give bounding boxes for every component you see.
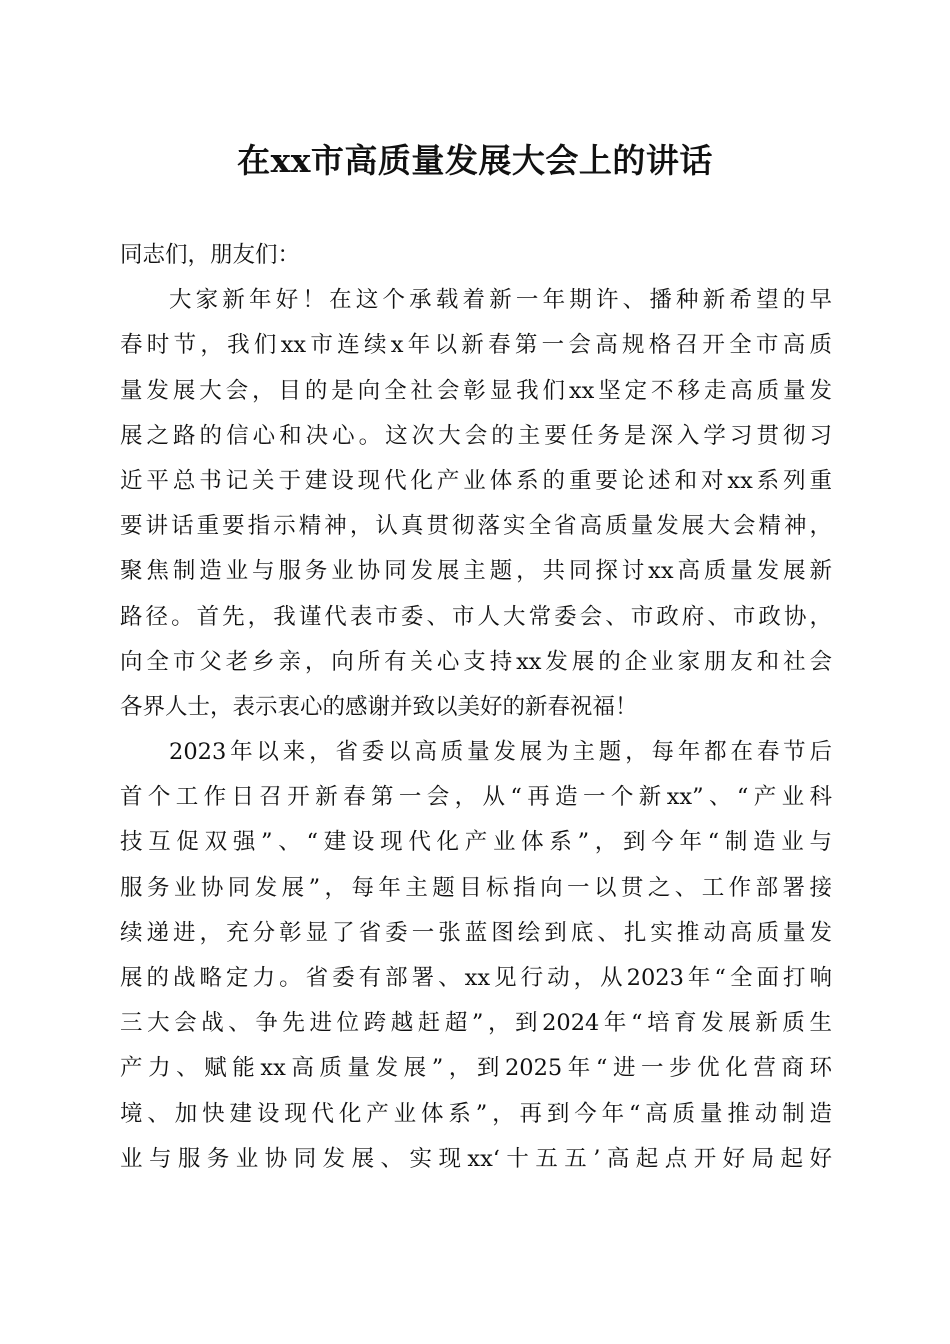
paragraph-line: 续递进，充分彰显了省委一张蓝图绘到底、扎实推动高质量发 <box>120 919 832 946</box>
paragraph-line: 春时节，我们xx市连续x年以新春第一会高规格召开全市高质 <box>120 332 832 359</box>
paragraph-line: 服务业协同发展”，每年主题目标指向一以贯之、工作部署接 <box>120 874 832 901</box>
paragraph-line: 要讲话重要指示精神，认真贯彻落实全省高质量发展大会精神， <box>120 513 832 540</box>
paragraph-line: 量发展大会，目的是向全社会彰显我们xx坚定不移走高质量发 <box>120 377 832 404</box>
paragraph-line: 各界人士，表示衷心的感谢并致以美好的新春祝福！ <box>120 693 638 720</box>
paragraph-line: 三大会战、争先进位跨越赶超”，到2024年“培育发展新质生 <box>120 1010 832 1037</box>
paragraph-line: 向全市父老乡亲，向所有关心支持xx发展的企业家朋友和社会 <box>120 648 832 675</box>
paragraph-line: 首个工作日召开新春第一会，从“再造一个新xx”、“产业科 <box>120 784 832 811</box>
paragraph-line: 近平总书记关于建设现代化产业体系的重要论述和对xx系列重 <box>120 467 832 494</box>
greeting: 同志们，朋友们： <box>120 242 301 268</box>
paragraph-line: 大家新年好！在这个承载着新一年期许、播种新希望的早 <box>169 287 832 314</box>
document-title: 在xx市高质量发展大会上的讲话 <box>237 141 713 180</box>
paragraph-line: 业与服务业协同发展、实现xx‘十五五’高起点开好局起好 <box>120 1145 832 1172</box>
paragraph-line: 展的战略定力。省委有部署、xx见行动，从2023年“全面打响 <box>120 965 832 991</box>
paragraph-1 <box>120 278 832 730</box>
paragraph-line: 2023年以来，省委以高质量发展为主题，每年都在春节后 <box>169 739 832 766</box>
document-body <box>120 233 832 1182</box>
paragraph-line: 技互促双强”、“建设现代化产业体系”，到今年“制造业与 <box>120 829 832 856</box>
paragraph-2 <box>120 730 832 1182</box>
paragraph-line: 路径。首先，我谨代表市委、市人大常委会、市政府、市政协， <box>120 603 832 630</box>
paragraph-line: 境、加快建设现代化产业体系”，再到今年“高质量推动制造 <box>120 1100 832 1127</box>
paragraph-line: 产力、赋能xx高质量发展”，到2025年“进一步优化营商环 <box>120 1055 832 1082</box>
paragraph-line: 聚焦制造业与服务业协同发展主题，共同探讨xx高质量发展新 <box>120 558 832 585</box>
paragraph-line: 展之路的信心和决心。这次大会的主要任务是深入学习贯彻习 <box>120 422 832 449</box>
